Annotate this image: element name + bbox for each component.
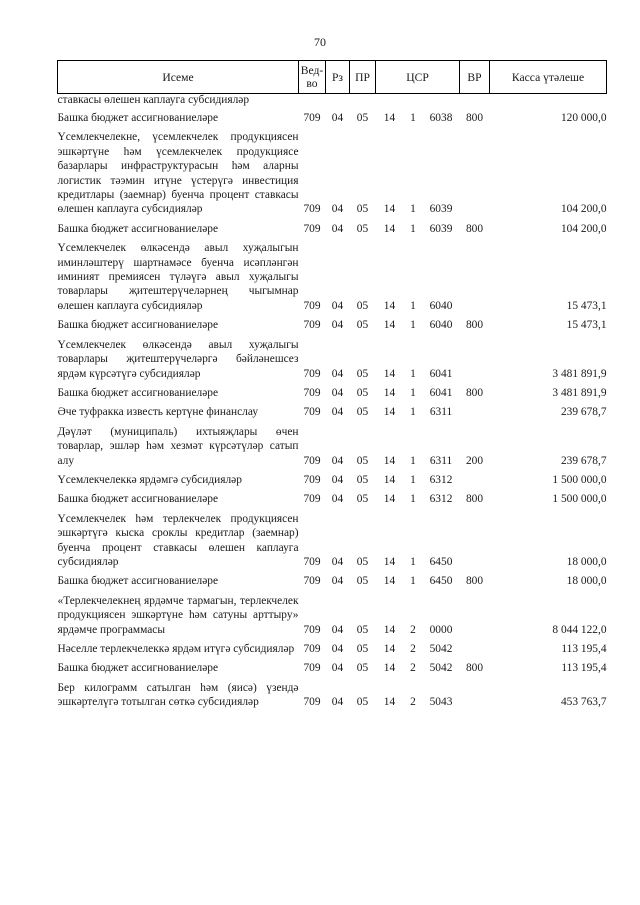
row-pr: 05 [356,367,369,380]
row-ved: 709 [303,623,321,636]
row-pr: 05 [356,643,369,655]
row-ved: 709 [303,367,321,380]
row-csr-3: 5042 [429,643,453,655]
row-pr: 05 [356,203,369,216]
row-pr: 05 [356,623,369,636]
row-sum: 104 200,0 [560,222,607,235]
table-row [58,222,607,241]
row-sum: 104 200,0 [560,203,607,216]
row-vr [460,241,490,318]
row-csr-2: 1 [410,555,416,568]
row-rz: 04 [331,319,344,332]
row-csr-3: 6450 [429,575,453,588]
row-csr-2: 2 [410,662,416,675]
table-row [58,241,607,318]
row-csr-3: 5042 [429,662,453,675]
row-sum: 18 000,0 [566,575,607,588]
row-csr-2: 1 [410,112,416,124]
row-pr: 05 [356,555,369,568]
row-vr: 800 [465,112,484,124]
row-ved: 709 [303,319,321,332]
table-row [58,425,607,473]
table-row [58,642,607,661]
header-ved: Вед-во [299,61,326,94]
row-ved: 709 [303,493,321,506]
row-csr-1: 14 [383,367,396,380]
row-sum: 120 000,0 [560,112,607,124]
row-sum: 453 763,7 [560,696,607,709]
row-csr-3: 6041 [429,386,453,399]
row-csr-1: 14 [383,662,396,675]
row-rz: 04 [331,575,344,588]
row-csr-1: 14 [383,575,396,588]
row-pr: 05 [356,473,369,486]
row-csr-3 [423,94,460,112]
row-rz: 04 [331,203,344,216]
row-csr-3: 6311 [429,454,453,467]
row-csr-3: 6040 [429,299,453,312]
row-pr: 05 [356,454,369,467]
row-pr: 05 [356,575,369,588]
row-sum: 239 678,7 [560,454,607,467]
row-rz: 04 [331,643,344,655]
row-sum: 3 481 891,9 [552,386,607,399]
row-csr-1: 14 [383,696,396,709]
row-vr: 800 [465,575,484,588]
row-vr [460,473,490,492]
row-vr [460,338,490,386]
row-csr-3: 6041 [429,367,453,380]
row-csr-3: 6039 [429,222,453,235]
row-sum: 113 195,4 [561,662,607,675]
row-csr-1: 14 [383,222,396,235]
row-rz: 04 [331,696,344,709]
row-ved: 709 [303,643,321,655]
row-name: Үсемлекчелекне, үсемлекчелек продукциясен эшкәртүне һәм үсемлекчелек продукциясе базарлары инфраструктурасын һәм аларны логистик тәэмин итүне үстерүгә инвестиция кредитлары (заемнар) буенча процент ставкасы өлешен каплауга субсидияләр [57,131,299,216]
row-ved: 709 [303,555,321,568]
row-name: Үсемлекчелек һәм терлекчелек продукциясен эшкәртүгә кыска сроклы кредитлар (заемнар) буенча процент ставкасы өлешен каплауга субсидияләр [57,512,299,568]
row-csr-1: 14 [383,319,396,332]
row-sum: 15 473,1 [566,319,607,332]
row-csr-3: 5043 [429,696,453,709]
row-name: Башка бюджет ассигнованиеләре [57,386,219,399]
row-rz: 04 [331,367,344,380]
row-sum: 239 678,7 [560,406,607,419]
row-csr-2: 1 [410,299,416,312]
table-row [58,661,607,680]
row-csr-3: 6312 [429,473,453,486]
row-name: Дәүләт (муниципаль) ихтыяҗлары өчен товарлар, эшләр һәм хезмәт күрсәтүләр сатып алу [57,425,299,467]
header-name: Исеме [58,61,299,94]
row-csr-2: 1 [410,367,416,380]
header-pr: ПР [350,61,376,94]
row-csr-1: 14 [383,623,396,636]
row-csr-1: 14 [383,454,396,467]
row-pr [350,94,376,112]
row-pr: 05 [356,112,369,124]
row-vr: 800 [465,493,484,506]
header-rz: Рз [326,61,350,94]
row-name: Башка бюджет ассигнованиеләре [57,319,219,332]
table-row [58,492,607,511]
row-vr: 200 [465,454,484,467]
table-header-row [58,61,607,94]
row-name: Башка бюджет ассигнованиеләре [57,575,219,588]
table-row [58,405,607,424]
row-name: Әче туфракка известь кертүне финанслау [57,406,259,419]
row-csr-1: 14 [383,555,396,568]
row-sum [490,94,607,112]
row-ved: 709 [303,222,321,235]
table-row [58,111,607,130]
row-vr [460,681,490,715]
row-csr-3: 6312 [429,493,453,506]
row-sum: 15 473,1 [566,299,607,312]
row-csr-1: 14 [383,473,396,486]
row-ved: 709 [303,299,321,312]
row-name: Башка бюджет ассигнованиеләре [57,493,219,506]
row-ved: 709 [303,112,321,124]
row-pr: 05 [356,386,369,399]
header-kassa: Касса үтәлеше [490,61,607,94]
row-csr-3: 6039 [429,203,453,216]
row-pr: 05 [356,222,369,235]
row-pr: 05 [356,319,369,332]
row-ved [299,94,326,112]
budget-table [57,60,607,715]
row-rz: 04 [331,386,344,399]
row-rz: 04 [331,406,344,419]
row-csr-2: 1 [410,203,416,216]
row-rz: 04 [331,662,344,675]
row-sum: 8 044 122,0 [552,623,607,636]
row-ved: 709 [303,473,321,486]
row-name: Бер килограмм сатылган һәм (яисә) үзендә эшкәртелүгә тотылган сөткә субсидияләр [57,681,299,709]
row-vr: 800 [465,386,484,399]
row-rz: 04 [331,112,344,124]
row-rz: 04 [331,299,344,312]
row-ved: 709 [303,696,321,709]
row-vr [460,94,490,112]
row-name: Башка бюджет ассигнованиеләре [57,222,219,235]
row-ved: 709 [303,575,321,588]
row-csr-3: 6311 [429,406,453,419]
row-csr-2: 1 [410,473,416,486]
row-csr-3: 6450 [429,555,453,568]
table-row [58,574,607,593]
row-sum: 3 481 891,9 [552,367,607,380]
row-sum: 1 500 000,0 [552,473,607,486]
row-rz: 04 [331,473,344,486]
row-csr-2: 1 [410,493,416,506]
row-sum: 113 195,4 [561,643,607,655]
row-vr: 800 [465,319,484,332]
row-vr [460,130,490,221]
row-pr: 05 [356,696,369,709]
row-rz [326,94,350,112]
row-ved: 709 [303,662,321,675]
row-ved: 709 [303,406,321,419]
row-csr-3: 6038 [429,112,453,124]
row-sum: 1 500 000,0 [552,493,607,506]
table-row [58,386,607,405]
row-csr-2: 2 [410,696,416,709]
row-vr [460,594,490,642]
row-name: Нәселле терлекчелеккә ярдәм итүгә субсидияләр [57,643,295,655]
row-vr [460,512,490,575]
row-ved: 709 [303,386,321,399]
row-rz: 04 [331,493,344,506]
row-csr-2: 1 [410,319,416,332]
row-csr-2: 2 [410,623,416,636]
row-pr: 05 [356,406,369,419]
row-csr-2: 1 [410,454,416,467]
row-ved: 709 [303,203,321,216]
row-vr: 800 [465,662,484,675]
row-csr-1: 14 [383,643,396,655]
row-rz: 04 [331,222,344,235]
row-csr-1 [376,94,404,112]
row-sum: 18 000,0 [566,555,607,568]
table-row [58,594,607,642]
row-csr-2: 1 [410,575,416,588]
row-name: Үсемлекчелеккә ярдәмгә субсидияләр [57,473,242,486]
row-csr-1: 14 [383,406,396,419]
row-csr-2: 2 [410,643,416,655]
row-name: «Терлекчелекнең ярдәмче тармагын, терлекчелек продукциясен эшкәртүне һәм сатуны арттыру» ярдәмче программасы [57,594,299,636]
row-name: Башка бюджет ассигнованиеләре [57,112,219,124]
row-rz: 04 [331,454,344,467]
row-csr-1: 14 [383,299,396,312]
row-csr-3: 6040 [429,319,453,332]
row-csr-2: 1 [410,406,416,419]
row-vr [460,642,490,661]
row-csr-3: 0000 [429,623,453,636]
row-ved: 709 [303,454,321,467]
row-pr: 05 [356,493,369,506]
table-row [58,94,607,112]
table-row [58,130,607,221]
row-csr-1: 14 [383,493,396,506]
row-name: Үсемлекчелек өлкәсендә авыл хуҗалыгын иминләштерү шартнамәсе буенча исәпләнгән иминият премиясен түләүгә авыл хуҗалыгы товарлары җитештерүчеләрнең чыгымнар өлешен каплауга субсидияләр [57,242,299,312]
row-csr-2: 1 [410,222,416,235]
row-csr-2: 1 [410,386,416,399]
row-csr-2 [404,94,423,112]
row-rz: 04 [331,555,344,568]
row-vr [460,405,490,424]
row-rz: 04 [331,623,344,636]
page-number: 70 [314,35,326,49]
row-name: ставкасы өлешен каплауга субсидияләр [57,94,250,106]
row-pr: 05 [356,662,369,675]
row-csr-1: 14 [383,386,396,399]
row-vr: 800 [465,222,484,235]
table-row [58,338,607,386]
header-vr: ВР [460,61,490,94]
table-row [58,681,607,715]
table-row [58,512,607,575]
row-csr-1: 14 [383,112,396,124]
table-row [58,318,607,337]
row-pr: 05 [356,299,369,312]
header-csr: ЦСР [376,61,460,94]
row-csr-1: 14 [383,203,396,216]
row-name: Башка бюджет ассигнованиеләре [57,662,219,675]
table-row [58,473,607,492]
row-name: Үсемлекчелек өлкәсендә авыл хуҗалыгы товарлары җитештерүчеләргә бәйләнешсез ярдәм күрсәтүгә субсидияләр [57,338,299,380]
